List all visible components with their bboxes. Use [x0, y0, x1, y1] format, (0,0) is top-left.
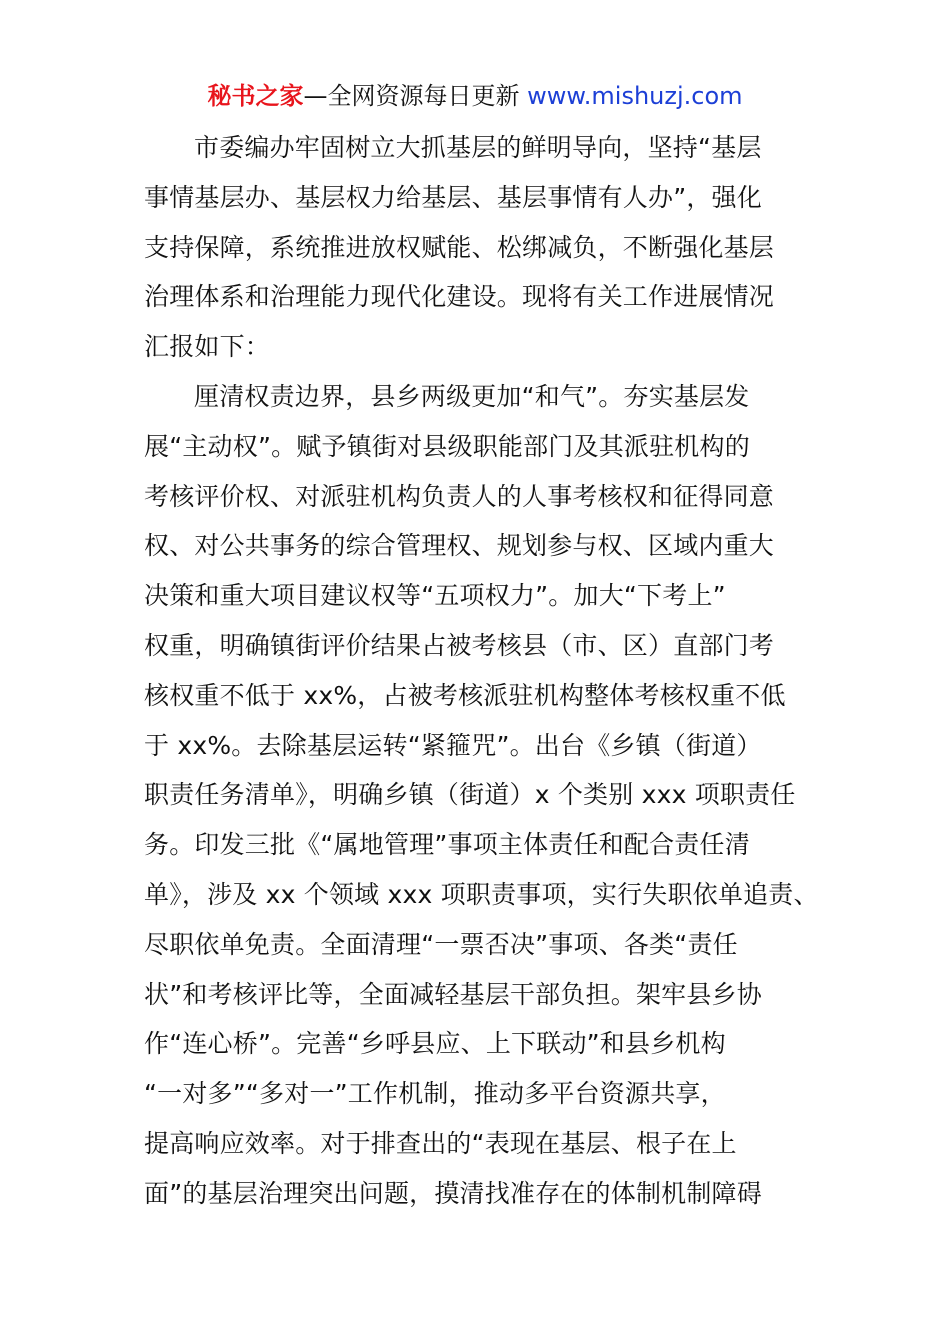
page-header	[0, 80, 950, 112]
paragraph-line: 权、对公共事务的综合管理权、规划参与权、区域内重大	[144, 531, 775, 561]
paragraph-line: 市委编办牢固树立大抓基层的鲜明导向，坚持“基层	[194, 133, 762, 162]
paragraph-line: 作“连心桥”。完善“乡呼县应、上下联动”和县乡机构	[144, 1029, 726, 1059]
paragraph-line: 汇报如下：	[144, 332, 271, 362]
document-body	[144, 123, 819, 1219]
paragraph-line: 尽职依单免责。全面清理“一票否决”事项、各类“责任	[144, 929, 738, 959]
paragraph-line: “一对多”“多对一”工作机制，推动多平台资源共享，	[144, 1079, 726, 1109]
brand-name[interactable]: 秘书之家	[207, 82, 304, 110]
paragraph-line: 考核评价权、对派驻机构负责人的人事考核权和征得同意	[144, 481, 775, 511]
paragraph-line: 务。印发三批《“属地管理”事项主体责任和配合责任清	[144, 830, 750, 860]
paragraph-line: 于 xx%。去除基层运转“紧箍咒”。出台《乡镇（街道）	[144, 730, 762, 760]
paragraph-line: 展“主动权”。赋予镇街对县级职能部门及其派驻机构的	[144, 431, 750, 461]
paragraph-line: 治理体系和治理能力现代化建设。现将有关工作进展情况	[144, 282, 775, 312]
website-link[interactable]: www.mishuzj.com	[527, 82, 743, 110]
paragraph-line: 状”和考核评比等，全面减轻基层干部负担。架牢县乡协	[144, 979, 762, 1009]
paragraph-line: 单》，涉及 xx 个领域 xxx 项职责事项，实行失职依单追责、	[144, 879, 819, 909]
paragraph-line: 提高响应效率。对于排查出的“表现在基层、根子在上	[144, 1128, 737, 1158]
paragraph-line: 事情基层办、基层权力给基层、基层事情有人办”，强化	[144, 182, 762, 212]
paragraph-line: 核权重不低于 xx%，占被考核派驻机构整体考核权重不低	[144, 680, 786, 710]
paragraph-line: 职责任务清单》，明确乡镇（街道）x 个类别 xxx 项职责任	[144, 780, 796, 810]
header-tagline: —全网资源每日更新	[303, 82, 528, 110]
paragraph-line: 决策和重大项目建议权等“五项权力”。加大“下考上”	[144, 581, 726, 611]
paragraph-line: 支持保障，系统推进放权赋能、松绑减负，不断强化基层	[144, 232, 775, 262]
paragraph-line: 权重，明确镇街评价结果占被考核县（市、区）直部门考	[144, 630, 775, 660]
paragraph-line: 面”的基层治理突出问题，摸清找准存在的体制机制障碍	[144, 1178, 762, 1208]
paragraph-line: 厘清权责边界，县乡两级更加“和气”。夯实基层发	[194, 381, 750, 411]
